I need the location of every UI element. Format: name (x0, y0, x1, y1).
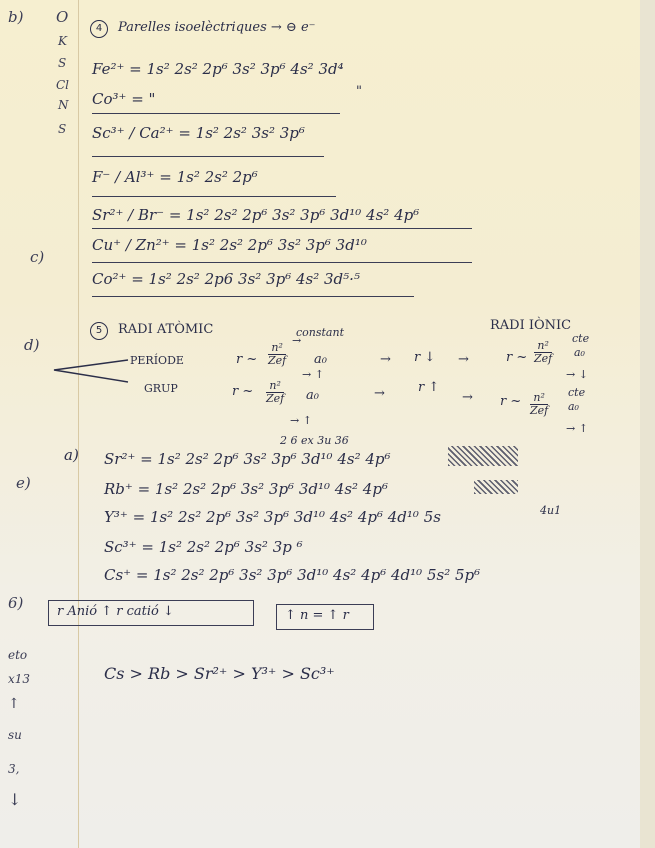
fraction-denominator: Zef (266, 392, 285, 405)
fraction-denominator: Zef (530, 404, 549, 417)
co2-config: Co²⁺ = 1s² 2s² 2p6 3s² 3p⁶ 4s² 3d⁵·⁵ (92, 270, 360, 288)
fraction-numerator: n² (268, 342, 286, 355)
cu-zn-config: Cu⁺ / Zn²⁺ = 1s² 2s² 2p⁶ 3s² 3p⁶ 3d¹⁰ (92, 236, 367, 254)
n-radius-text: ↑ n = ↑ r (285, 608, 349, 623)
divider (92, 113, 340, 114)
divider (92, 262, 472, 263)
n-radius-box (276, 604, 374, 630)
sr-br-config: Sr²⁺ / Br⁻ = 1s² 2s² 2p⁶ 3s² 3p⁶ 3d¹⁰ 4s² 4p⁶ (92, 206, 420, 224)
grup-arrow-up-bottom: → ↑ (290, 414, 312, 427)
margin-eto: eto (8, 648, 28, 662)
periode-label: PERÍODE (130, 354, 184, 367)
constant-label: constant (296, 326, 344, 339)
section-a-label: a) (64, 446, 79, 464)
ionic-grup-r-approx: r ~ (500, 394, 522, 409)
grup-arrow-2: → (462, 390, 473, 405)
margin-e-label: e) (16, 474, 31, 492)
ionic-periode-fraction (534, 340, 552, 365)
f-al-config: F⁻ / Al³⁺ = 1s² 2s² 2p⁶ (92, 168, 258, 186)
branch-arrows (50, 352, 130, 388)
periode-arrow: → (380, 352, 391, 367)
grup-r-up: r ↑ (418, 380, 440, 395)
margin-glyph-3: Cl (56, 78, 70, 92)
margin-three: 3, (8, 762, 20, 776)
periode-r-approx: r ~ (236, 352, 258, 367)
ionic-periode-cte: cte (572, 332, 590, 345)
margin-glyph-1: K (58, 34, 67, 48)
divider (92, 196, 336, 197)
scribble-mark (448, 446, 518, 466)
ionic-periode-r-approx: r ~ (506, 350, 528, 365)
margin-c-label: c) (30, 248, 45, 266)
sr-config: Sr²⁺ = 1s² 2s² 2p⁶ 3s² 3p⁶ 3d¹⁰ 4s² 4p⁶ (104, 450, 391, 468)
section-4-heading: Parelles isoelèctriques → ⊖ e⁻ (118, 20, 316, 35)
radi-ionic-heading: RADI IÒNIC (490, 318, 572, 333)
ionic-periode-a0: a₀ (574, 346, 585, 359)
grup-arrow-up-top: → ↑ (302, 368, 324, 381)
margin-line (78, 0, 79, 848)
sc-config: Sc³⁺ = 1s² 2s² 2p⁶ 3s² 3p ⁶ (104, 538, 303, 556)
fe-ditto-mark: " (356, 84, 362, 99)
grup-a0: a₀ (306, 388, 319, 403)
page-edge (640, 0, 655, 848)
fraction-denominator: Zef (268, 354, 287, 367)
y-config-superscript: 4u1 (540, 504, 562, 517)
margin-glyph-2: S (58, 56, 67, 70)
sc-ca-config: Sc³⁺ / Ca²⁺ = 1s² 2s² 3s² 3p⁶ (92, 124, 305, 142)
cs-config: Cs⁺ = 1s² 2s² 2p⁶ 3s² 3p⁶ 3d¹⁰ 4s² 4p⁶ 4d¹⁰ 5s² 5p⁶ (104, 566, 481, 584)
periode-arrow-2: → (458, 352, 469, 367)
section-5-number: 5 (90, 322, 108, 340)
fraction-numerator: n² (534, 340, 552, 353)
ionic-grup-fraction (530, 392, 548, 417)
margin-down-arrow: ↓ (8, 790, 22, 809)
margin-up-arrow: ↑ (8, 696, 20, 712)
margin-su: su (8, 728, 22, 742)
radi-atomic-heading: RADI ATÒMIC (118, 322, 214, 337)
margin-6-label: 6) (8, 594, 24, 612)
radius-order: Cs > Rb > Sr²⁺ > Y³⁺ > Sc³⁺ (104, 664, 335, 683)
margin-glyph-4: N (58, 98, 69, 112)
grup-arrow: → (374, 386, 385, 401)
margin-b-label: b) (8, 8, 24, 26)
divider (92, 156, 324, 157)
fe-config: Fe²⁺ = 1s² 2s² 2p⁶ 3s² 3p⁶ 4s² 3d⁴ (92, 60, 344, 78)
grup-label: GRUP (144, 382, 178, 395)
ionic-grup-cte: cte (568, 386, 586, 399)
grup-r-approx: r ~ (232, 384, 254, 399)
fraction-denominator: Zef (534, 352, 553, 365)
divider (92, 228, 472, 229)
section-4-number: 4 (90, 20, 108, 38)
periode-a0: a₀ (314, 352, 327, 367)
ionic-periode-arrow-down: → ↓ (566, 368, 588, 381)
anion-cation-box (48, 600, 254, 626)
rb-config: Rb⁺ = 1s² 2s² 2p⁶ 3s² 3p⁶ 3d¹⁰ 4s² 4p⁶ (104, 480, 388, 498)
anion-cation-text: r Anió ↑ r catió ↓ (57, 604, 174, 619)
ionic-grup-arrow-up: → ↑ (566, 422, 588, 435)
y-config: Y³⁺ = 1s² 2s² 2p⁶ 3s² 3p⁶ 3d¹⁰ 4s² 4p⁶ 4d¹⁰ 5s (104, 508, 441, 526)
grup-fraction (266, 380, 284, 405)
margin-d-label: d) (24, 336, 40, 354)
divider (92, 296, 414, 297)
fraction-numerator: n² (266, 380, 284, 393)
fraction-numerator: n² (530, 392, 548, 405)
margin-x13: x13 (8, 672, 31, 686)
periode-r-down: r ↓ (414, 350, 436, 365)
constant-arrow: → (292, 334, 302, 347)
margin-glyph-5: S (58, 122, 67, 136)
co-config: Co³⁺ = " (92, 90, 156, 108)
ionic-grup-a0: a₀ (568, 400, 579, 413)
scribble-mark (474, 480, 518, 494)
electron-counts: 2 6 ex 3u 36 (280, 434, 349, 447)
periode-fraction (268, 342, 286, 367)
margin-glyph-0: O (56, 8, 69, 26)
